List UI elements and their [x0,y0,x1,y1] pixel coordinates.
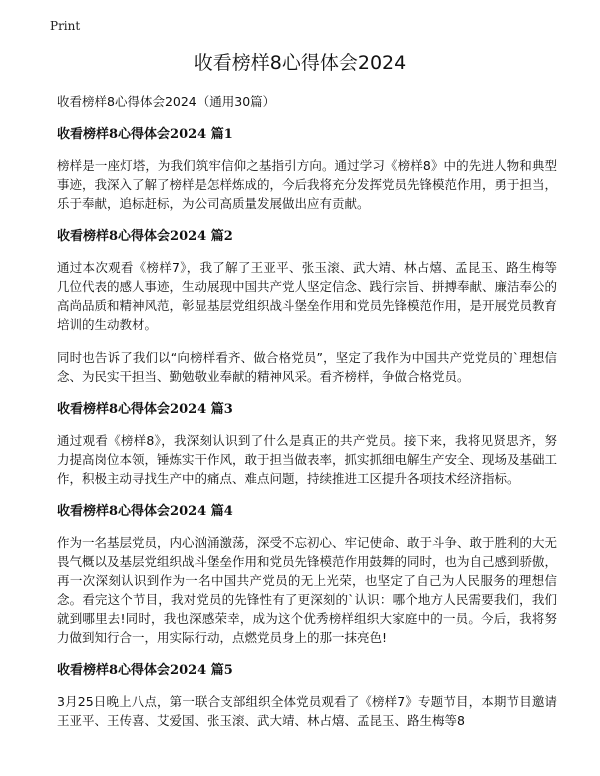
section-5 [57,661,557,730]
section-heading: 收看榜样8心得体会2024 篇5 [57,663,233,678]
article-subtitle: 收看榜样8心得体会2024（通用30篇） [57,94,276,109]
section-2 [57,227,557,386]
section-paragraph: 通过本次观看《榜样7》，我了解了王亚平、张玉滚、武大靖、林占熺、孟昆玉、路生梅等几位代表的感人事迹，生动展现中国共产党人坚定信念、践行宗旨、拼搏奉献、廉洁奉公的高尚品质和精神风范，彰显基层党组织战斗堡垒作用和党员先锋模范作用，是开展党员教育培训的生动教材。 [57,260,558,332]
section-3 [57,400,557,488]
print-link[interactable]: Print [50,19,81,33]
section-paragraph: 作为一名基层党员，内心汹涌激荡，深受不忘初心、牢记使命、敢于斗争、敢于胜利的大无畏气概以及基层党组织战斗堡垒作用和党员先锋模范作用鼓舞的同时，也为自己感到骄傲，再一次深刻认识到作为一名中国共产党员的无上光荣，也坚定了自己为人民服务的理想信念。看完这个节目，我对党员的先锋性有了更深刻的`认识：哪个地方人民需要我们，我们就到哪里去!同时，我也深感荣幸，成为这个优秀榜样组织大家庭中的一员。今后，我将努力做到知行合一，用实际行动，点燃党员身上的那一抹亮色! [57,535,558,645]
section-paragraph: 通过观看《榜样8》，我深刻认识到了什么是真正的共产党员。接下来，我将见贤思齐，努力提高岗位本领，锤炼实干作风，敢于担当做表率，抓实抓细电解生产安全、现场及基础工作，积极主动寻找生产中的痛点、难点问题，持续推进工区提升各项技术经济指标。 [57,433,558,486]
page-title: 收看榜样8心得体会2024 [193,52,407,74]
section-paragraph: 同时也告诉了我们以“向榜样看齐、做合格党员”，坚定了我作为中国共产党党员的`理想信念、为民实干担当、勤勉敬业奉献的精神风采。看齐榜样，争做合格党员。 [57,350,557,384]
article-body [57,92,557,744]
section-heading: 收看榜样8心得体会2024 篇4 [57,504,233,519]
section-1 [57,125,557,213]
section-paragraph: 榜样是一座灯塔，为我们筑牢信仰之基指引方向。通过学习《榜样8》中的先进人物和典型事迹，我深入了解了榜样是怎样炼成的，今后我将充分发挥党员先锋模范作用，勇于担当，乐于奉献，追标赶标，为公司高质量发展做出应有贡献。 [57,158,558,211]
section-heading: 收看榜样8心得体会2024 篇2 [57,229,233,244]
section-paragraph: 3月25日晚上八点，第一联合支部组织全体党员观看了《榜样7》专题节目，本期节目邀请王亚平、王传喜、艾爱国、张玉滚、武大靖、林占熺、孟昆玉、路生梅等8 [57,694,557,728]
section-heading: 收看榜样8心得体会2024 篇1 [57,127,233,142]
section-heading: 收看榜样8心得体会2024 篇3 [57,402,233,417]
section-4 [57,502,557,647]
